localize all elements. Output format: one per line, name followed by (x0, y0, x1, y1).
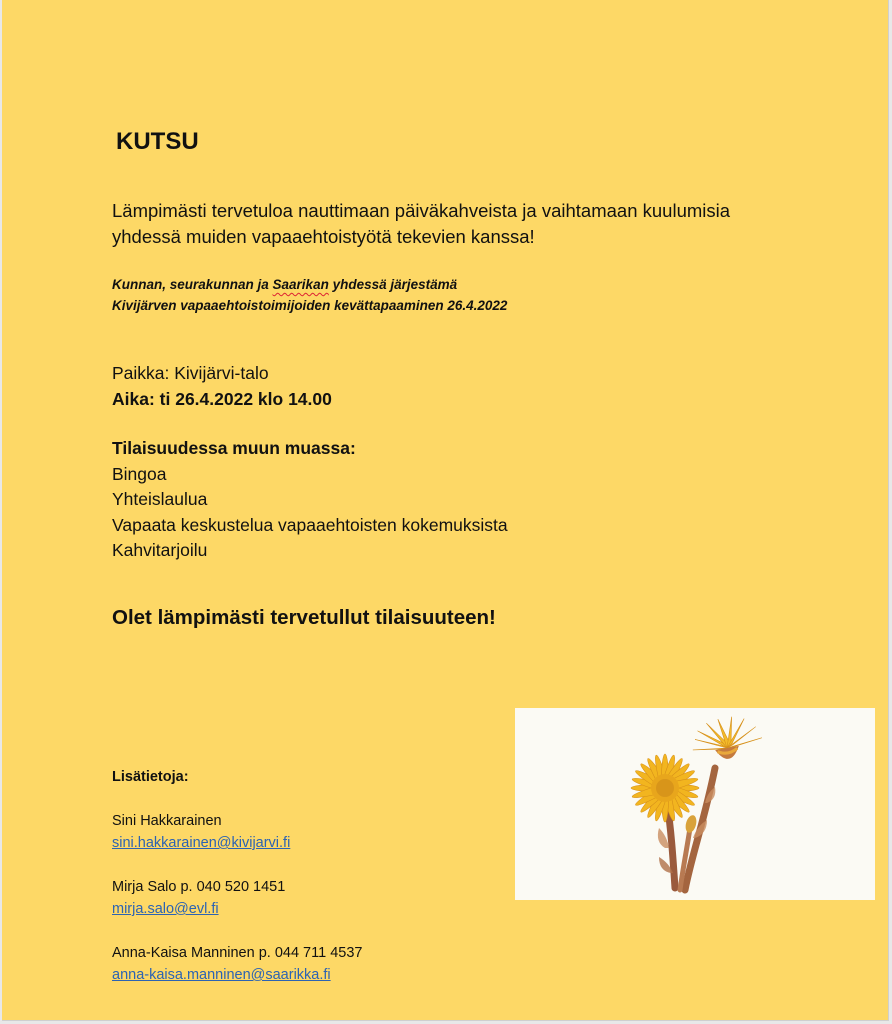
event-time: Aika: ti 26.4.2022 klo 14.00 (112, 389, 332, 409)
page-title: KUTSU (116, 128, 199, 155)
list-item: Bingoa (112, 463, 167, 484)
list-item: Vapaata keskustelua vapaaehtoisten kokemuksista (112, 514, 508, 535)
organizers-text-part: yhdessä järjestämä (328, 277, 458, 292)
organizers-text-part: Kunnan, seurakunnan ja (112, 277, 273, 292)
contacts-section (112, 766, 362, 986)
program-list (112, 436, 508, 564)
list-item: Kahvitarjoilu (112, 540, 208, 560)
organizers-line-2: Kivijärven vapaaehtoistoimijoiden kevättapaaminen 26.4.2022 (112, 298, 508, 313)
contact-name: Anna-Kaisa Manninen p. 044 711 4537 (112, 945, 363, 961)
list-item: Yhteislaulua (112, 489, 208, 509)
email-link[interactable]: mirja.salo@evl.fi (112, 901, 219, 917)
intro-text (112, 198, 730, 250)
email-link[interactable]: sini.hakkarainen@kivijarvi.fi (112, 835, 291, 851)
flower-drawing (515, 708, 875, 900)
document-page (2, 0, 889, 1021)
organizers-line-1 (112, 274, 507, 295)
intro-line-2: yhdessä muiden vapaaehtoistyötä tekevien kanssa! (112, 226, 535, 247)
contacts-heading: Lisätietoja: (112, 769, 189, 785)
contact-name: Sini Hakkarainen (112, 813, 222, 829)
email-link[interactable]: anna-kaisa.manninen@saarikka.fi (112, 967, 331, 983)
organizers-text (112, 274, 507, 316)
coltsfoot-flower-image (515, 708, 875, 900)
program-heading: Tilaisuudessa muun muassa: (112, 438, 356, 458)
event-details (112, 360, 332, 412)
contact-name: Mirja Salo p. 040 520 1451 (112, 879, 286, 895)
event-place: Paikka: Kivijärvi-talo (112, 363, 269, 383)
intro-line-1: Lämpimästi tervetuloa nauttimaan päiväkahveista ja vaihtamaan kuulumisia (112, 200, 731, 221)
spellcheck-word: Saarikan (272, 277, 329, 292)
welcome-text: Olet lämpimästi tervetullut tilaisuuteen! (112, 606, 496, 629)
